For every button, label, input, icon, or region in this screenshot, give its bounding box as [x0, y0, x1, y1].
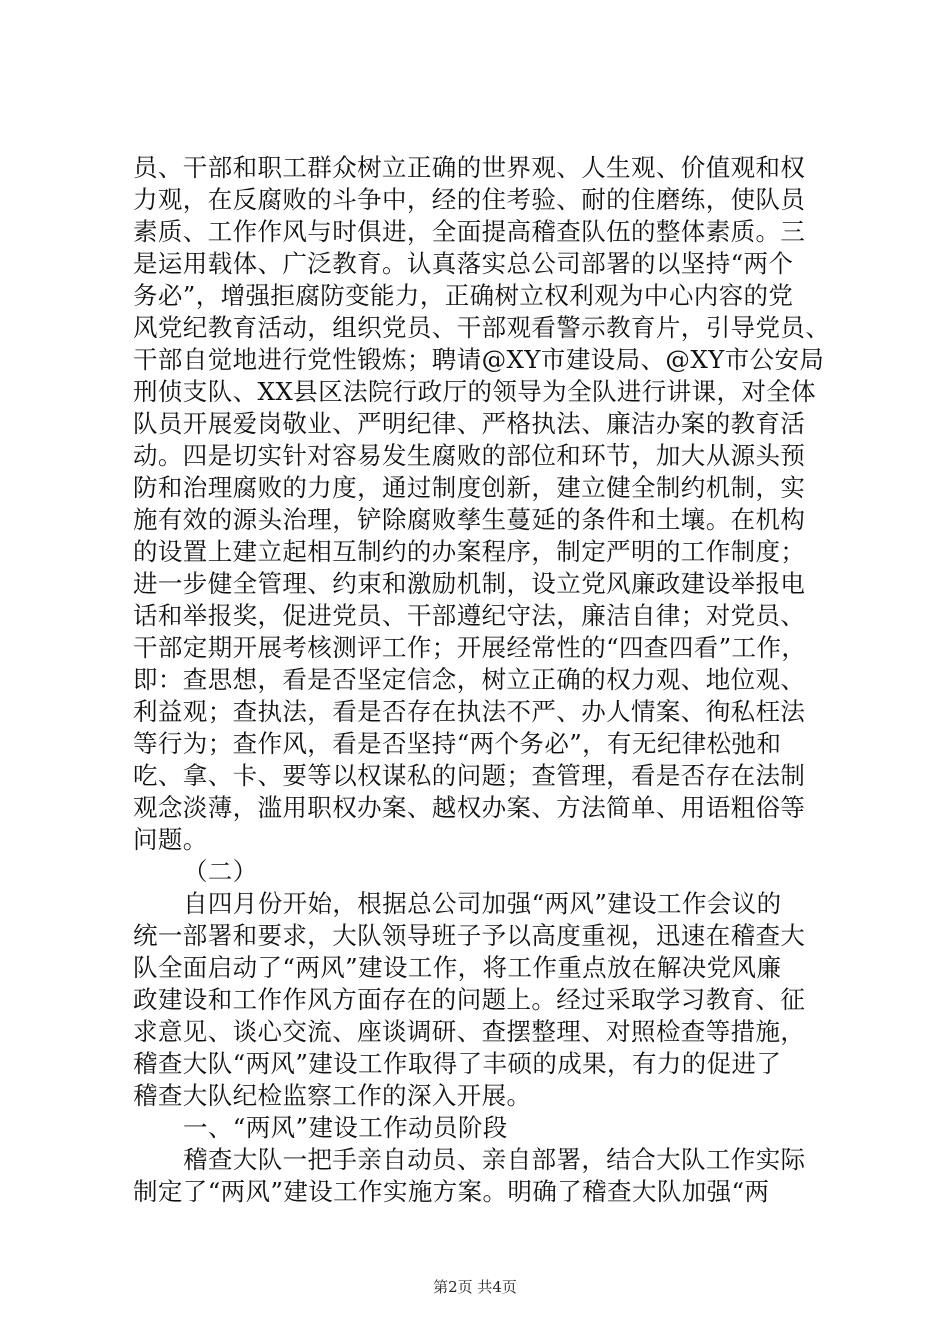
- text-line: 动。四是切实针对容易发生腐败的部位和环节，加大从源头预: [133, 441, 806, 470]
- text-line: 吃、拿、卡、要等以权谋私的问题；查管理，看是否存在法制: [133, 761, 806, 790]
- text-line: 政建设和工作作风方面存在的问题上。经过采取学习教育、征: [133, 985, 806, 1014]
- text-line: 力观，在反腐败的斗争中，经的住考验、耐的住磨练，使队员: [133, 185, 806, 214]
- text-line: 刑侦支队、XX县区法院行政厅的领导为全队进行讲课，对全体: [133, 377, 817, 406]
- text-line: 防和治理腐败的力度，通过制度创新，建立健全制约机制，实: [133, 473, 806, 502]
- text-line: 自四月份开始，根据总公司加强“两风”建设工作会议的: [183, 889, 782, 918]
- text-line: 素质、工作作风与时俱进，全面提高稽查队伍的整体素质。三: [133, 217, 806, 246]
- text-line: 干部定期开展考核测评工作；开展经常性的“四查四看”工作，: [133, 633, 807, 662]
- text-line: 观念淡薄，滥用职权办案、越权办案、方法简单、用语粗俗等: [133, 793, 806, 822]
- text-line: 干部自觉地进行党性锻炼；聘请@XY市建设局、@XY市公安局: [133, 345, 825, 374]
- text-line: 即：查思想，看是否坚定信念，树立正确的权力观、地位观、: [133, 665, 806, 694]
- text-line: 等行为；查作风，看是否坚持“两个务必”，有无纪律松弛和: [133, 729, 782, 758]
- text-line: 话和举报奖，促进党员、干部遵纪守法，廉洁自律；对党员、: [133, 601, 806, 630]
- text-line: 队员开展爱岗敬业、严明纪律、严格执法、廉洁办案的教育活: [133, 409, 806, 438]
- text-line: 制定了“两风”建设工作实施方案。明确了稽查大队加强“两: [133, 1177, 770, 1206]
- subsection-heading: 一、“两风”建设工作动员阶段: [183, 1113, 508, 1142]
- text-line: 问题。: [133, 825, 208, 854]
- text-line: 是运用载体、广泛教育。认真落实总公司部署的以坚持“两个: [133, 249, 794, 278]
- text-line: 务必”，增强拒腐防变能力，正确树立权利观为中心内容的党: [133, 281, 794, 310]
- text-line: 稽查大队纪检监察工作的深入开展。: [133, 1081, 532, 1110]
- text-line: 统一部署和要求，大队领导班子予以高度重视，迅速在稽查大: [133, 921, 806, 950]
- text-line: 进一步健全管理、约束和激励机制，设立党风廉政建设举报电: [133, 569, 806, 598]
- text-line: 求意见、谈心交流、座谈调研、查摆整理、对照检查等措施，: [133, 1017, 806, 1046]
- text-line: 风党纪教育活动，组织党员、干部观看警示教育片，引导党员、: [133, 313, 831, 342]
- section-heading-2: （二）: [183, 857, 258, 886]
- document-body: [133, 152, 833, 1208]
- text-line: 员、干部和职工群众树立正确的世界观、人生观、价值观和权: [133, 153, 806, 182]
- text-line: 队全面启动了“两风”建设工作，将工作重点放在解决党风廉: [133, 953, 782, 982]
- text-line: 稽查大队“两风”建设工作取得了丰硕的成果，有力的促进了: [133, 1049, 782, 1078]
- page-number: 第2页 共4页: [433, 1278, 517, 1296]
- text-line: 施有效的源头治理，铲除腐败孳生蔓延的条件和土壤。在机构: [133, 505, 806, 534]
- page-footer: [0, 1276, 950, 1297]
- text-line: 的设置上建立起相互制约的办案程序，制定严明的工作制度；: [133, 537, 806, 566]
- text-line: 稽查大队一把手亲自动员、亲自部署，结合大队工作实际: [183, 1145, 806, 1174]
- text-line: 利益观；查执法，看是否存在执法不严、办人情案、徇私枉法: [133, 697, 806, 726]
